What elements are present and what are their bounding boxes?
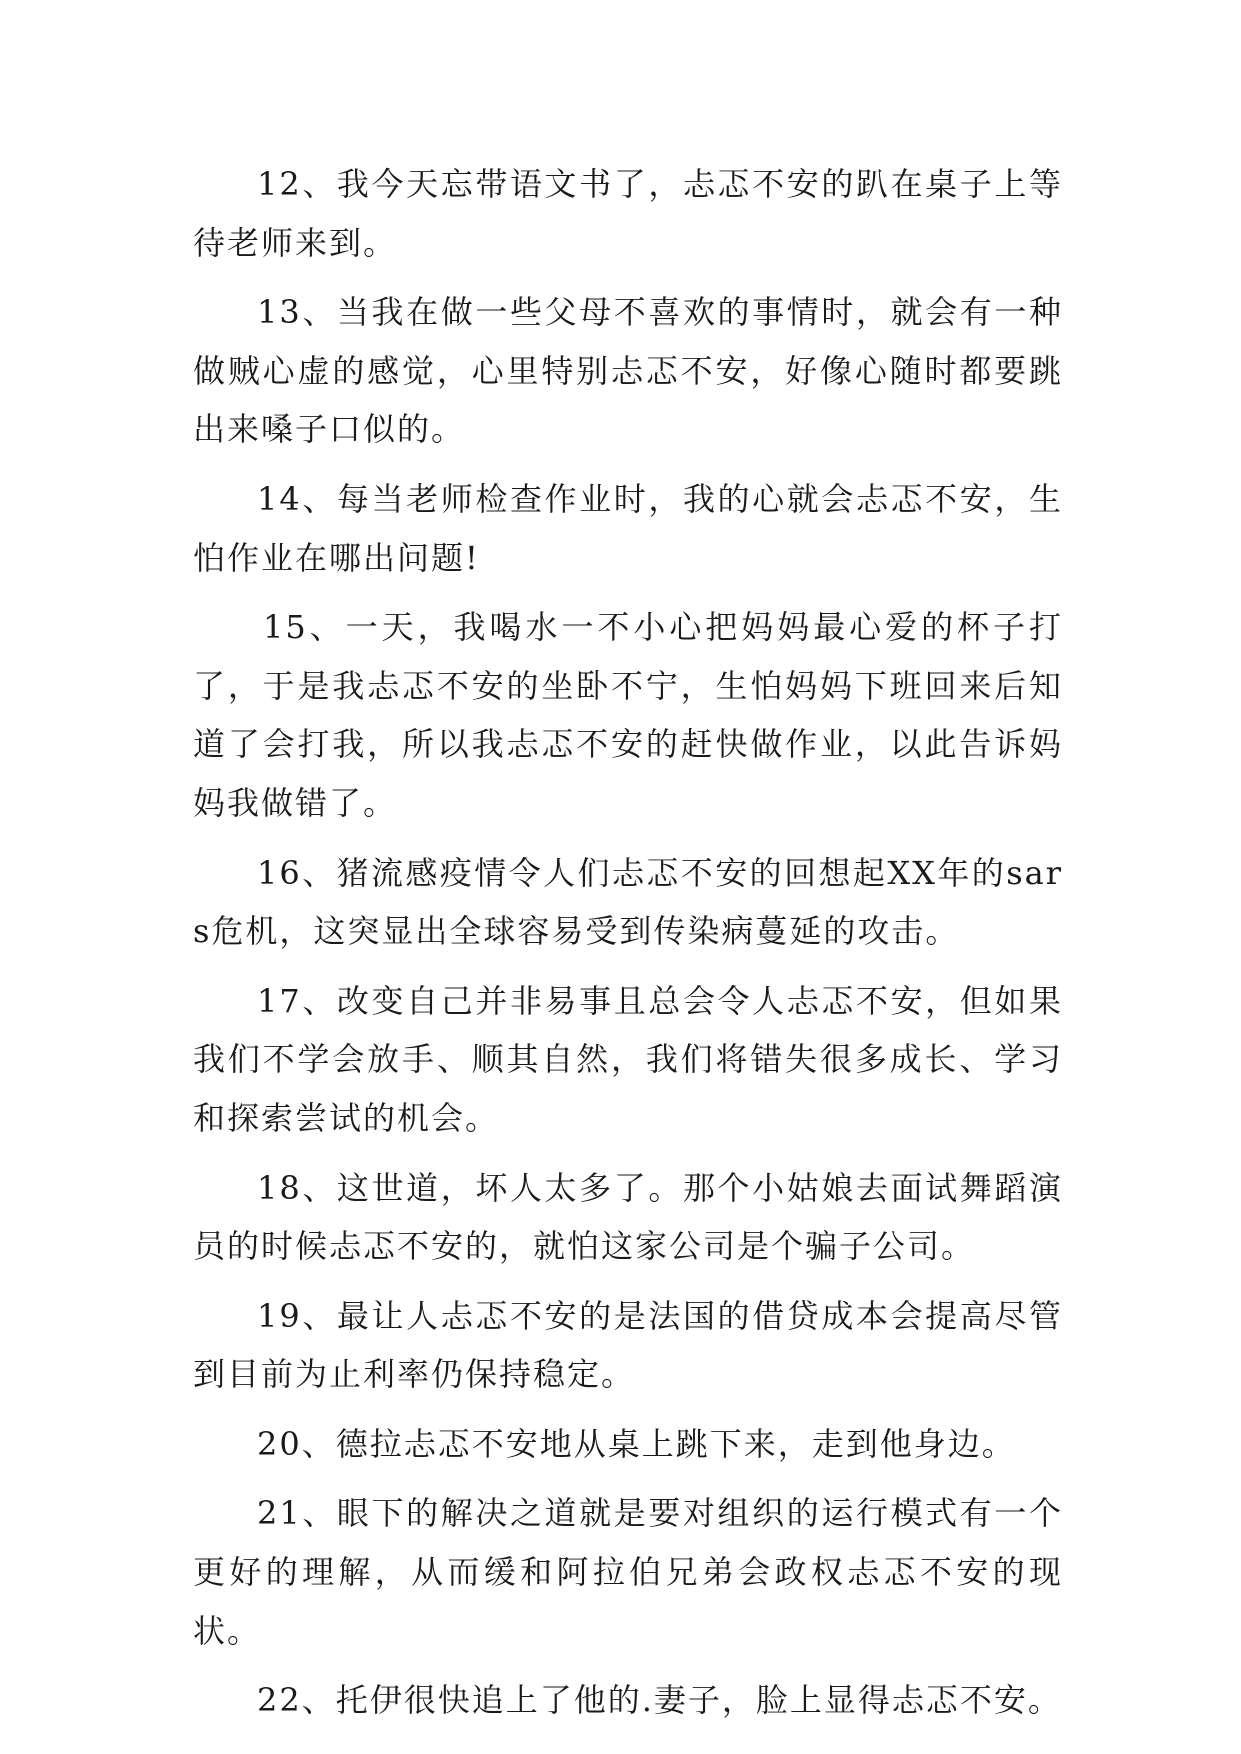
paragraph-13: 13、当我在做一些父母不喜欢的事情时，就会有一种做贼心虚的感觉，心里特别忐忑不安，好像心随时都要跳出来嗓子口似的。 xyxy=(193,293,1063,449)
paragraph-18: 18、这世道，坏人太多了。那个小姑娘去面试舞蹈演员的时候忐忑不安的，就怕这家公司是个骗子公司。 xyxy=(193,1168,1063,1266)
paragraph-12: 12、我今天忘带语文书了，忐忑不安的趴在桌子上等待老师来到。 xyxy=(193,165,1063,262)
document-body xyxy=(193,155,1063,1741)
paragraph-14: 14、每当老师检查作业时，我的心就会忐忑不安，生怕作业在哪出问题! xyxy=(193,479,1063,577)
paragraph-17: 17、改变自己并非易事且总会令人忐忑不安，但如果我们不学会放手、顺其自然，我们将错失很多成长、学习和探索尝试的机会。 xyxy=(193,981,1063,1137)
paragraph-21: 21、眼下的解决之道就是要对组织的运行模式有一个更好的理解，从而缓和阿拉伯兄弟会政权忐忑不安的现状。 xyxy=(193,1494,1063,1650)
paragraph-16: 16、猪流感疫情令人们忐忑不安的回想起XX年的sars危机，这突显出全球容易受到传染病蔓延的攻击。 xyxy=(193,853,1063,951)
paragraph-19: 19、最让人忐忑不安的是法国的借贷成本会提高尽管到目前为止利率仍保持稳定。 xyxy=(193,1296,1063,1394)
paragraph-20: 20、德拉忐忑不安地从桌上跳下来，走到他身边。 xyxy=(257,1424,1016,1463)
paragraph-15: 15、一天，我喝水一不小心把妈妈最心爱的杯子打了，于是我忐忑不安的坐卧不宁，生怕妈妈下班回来后知道了会打我，所以我忐忑不安的赶快做作业，以此告诉妈妈我做错了。 xyxy=(193,608,1063,822)
paragraph-22: 22、托伊很快追上了他的.妻子，脸上显得忐忑不安。 xyxy=(257,1681,1062,1720)
